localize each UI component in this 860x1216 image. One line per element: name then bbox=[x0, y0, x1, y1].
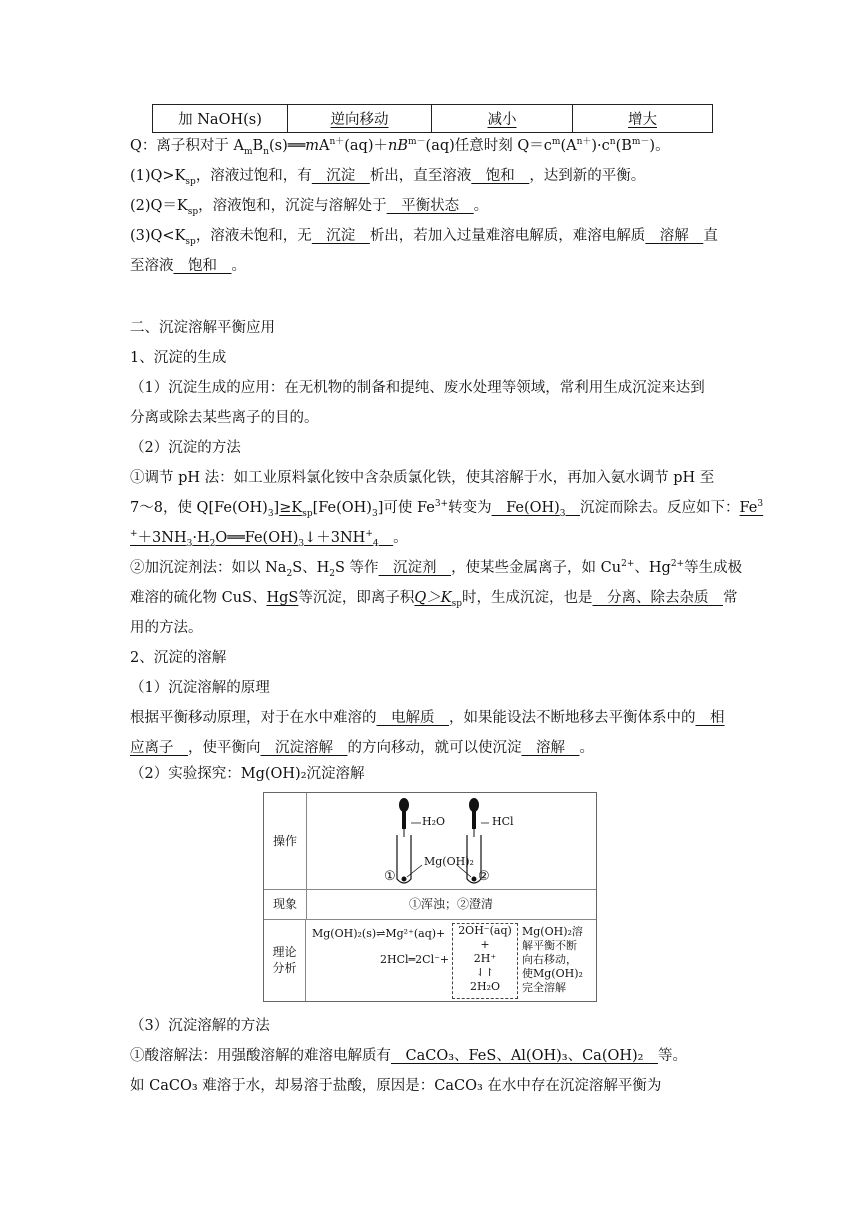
section-heading: 二、沉淀溶解平衡应用 bbox=[130, 320, 275, 336]
equation-1: Mg(OH)₂(s)⇌Mg²⁺(aq)+ bbox=[312, 927, 446, 940]
test-tube-diagram bbox=[307, 793, 595, 889]
paragraph: （2）实验探究：Mg(OH)₂沉淀溶解 bbox=[130, 766, 365, 782]
figure-row-label: 操作 bbox=[264, 793, 307, 889]
rule-1: $(1)Q>K_{sp}$，溶液过饱和，有 沉淀 析出，直至溶液 饱和 ，达到新的平衡。 bbox=[130, 168, 646, 187]
paragraph: $^++3NH_3\cdot H_2O══Fe(OH)_3↓+3NH^+_4$ 。 bbox=[130, 529, 408, 549]
experiment-figure bbox=[263, 792, 597, 1002]
paragraph: ①酸溶解法：用强酸溶解的难溶电解质有 CaCO₃、FeS、Al(OH)₃、Ca(OH)₂ 等。 bbox=[130, 1048, 687, 1064]
table-cell: 逆向移动 bbox=[288, 105, 432, 133]
dashed-box: 2OH⁻(aq) + 2H⁺ ⇃↾ 2H₂O bbox=[452, 923, 518, 999]
h2o-label: H₂O bbox=[422, 815, 446, 828]
subsection-heading: 2、沉淀的溶解 bbox=[130, 650, 227, 666]
paragraph: 如 CaCO₃ 难溶于水，却易溶于盐酸，原因是：CaCO₃ 在水中存在沉淀溶解平衡为 bbox=[130, 1078, 662, 1094]
paragraph: 分离或除去某些离子的目的。 bbox=[130, 410, 319, 426]
paragraph: 7～8，使 $Q[Fe(OH)_3]\ge K_{sp}[Fe(OH)_3]$可使 $Fe^{3+}$转变为 $Fe(OH)_3$ 沉淀而除去。反应如下：Fe$^3$ bbox=[130, 499, 764, 519]
tube-1-label: ① bbox=[384, 869, 396, 884]
phenomenon-text: ①浑浊；②澄清 bbox=[408, 897, 493, 911]
paragraph: ②加沉淀剂法：如以 $Na_2S$、$H_2S$ 等作 沉淀剂 ，使某些金属离子，如 $Cu^{2+}$、$Hg^{2+}$等生成极 bbox=[130, 559, 743, 579]
paragraph: （1）沉淀溶解的原理 bbox=[130, 680, 270, 696]
analysis-note: Mg(OH)₂溶 解平衡不断 向右移动， 使Mg(OH)₂ 完全溶解 bbox=[522, 925, 583, 994]
tube-2-label: ② bbox=[478, 869, 490, 884]
paragraph: （3）沉淀溶解的方法 bbox=[130, 1018, 270, 1034]
table-cell: 加 NaOH(s) bbox=[153, 105, 288, 133]
rule-2: $(2)Q=K_{sp}$，溶液饱和，沉淀与溶解处于 平衡状态 。 bbox=[130, 198, 489, 217]
figure-row-label: 理论 分析 bbox=[264, 920, 306, 1001]
paragraph: （2）沉淀的方法 bbox=[130, 440, 241, 456]
figure-row-label: 现象 bbox=[264, 890, 307, 919]
paragraph: 根据平衡移动原理，对于在水中难溶的 电解质 ，如果能设法不断地移去平衡体系中的 相 bbox=[130, 710, 725, 726]
paragraph: 用的方法。 bbox=[130, 620, 203, 636]
paragraph: （1）沉淀生成的应用：在无机物的制备和提纯、废水处理等领域，常利用生成沉淀来达到 bbox=[130, 380, 705, 396]
equation-2: 2HCl═2Cl⁻+ bbox=[380, 953, 450, 966]
paragraph: 应离子 ，使平衡向 沉淀溶解 的方向移动，就可以使沉淀 溶解 。 bbox=[130, 740, 594, 756]
paragraph: ①调节 pH 法：如工业原料氯化铵中含杂质氯化铁，使其溶解于水，再加入氨水调节 pH 至 bbox=[130, 470, 715, 486]
ion-product-definition: Q：离子积对于 $A_mB_n(s)══mA^{n+}(aq)+nB^{m-}(aq)$任意时刻 $Q=c^m(A^{n+})\cdot c^n(B^{m-})$。 bbox=[130, 137, 670, 157]
paragraph: 难溶的硫化物 CuS、HgS等沉淀，即离子积$Q>K_{sp}$时，生成沉淀，也是 分离、除去杂质 常 bbox=[130, 590, 738, 609]
table-cell: 减小 bbox=[432, 105, 573, 133]
table-row bbox=[153, 105, 713, 133]
hcl-label: HCl bbox=[492, 815, 514, 828]
mgoh2-label: Mg(OH)₂ bbox=[424, 855, 474, 868]
rule-3: $(3)Q<K_{sp}$，溶液未饱和，无 沉淀 析出，若加入过量难溶电解质，难溶电解质 溶解 直 bbox=[130, 228, 718, 247]
rule-3-cont: 至溶液 饱和 。 bbox=[130, 258, 246, 274]
subsection-heading: 1、沉淀的生成 bbox=[130, 350, 227, 366]
equilibrium-shift-table bbox=[152, 104, 713, 133]
table-cell: 增大 bbox=[573, 105, 713, 133]
